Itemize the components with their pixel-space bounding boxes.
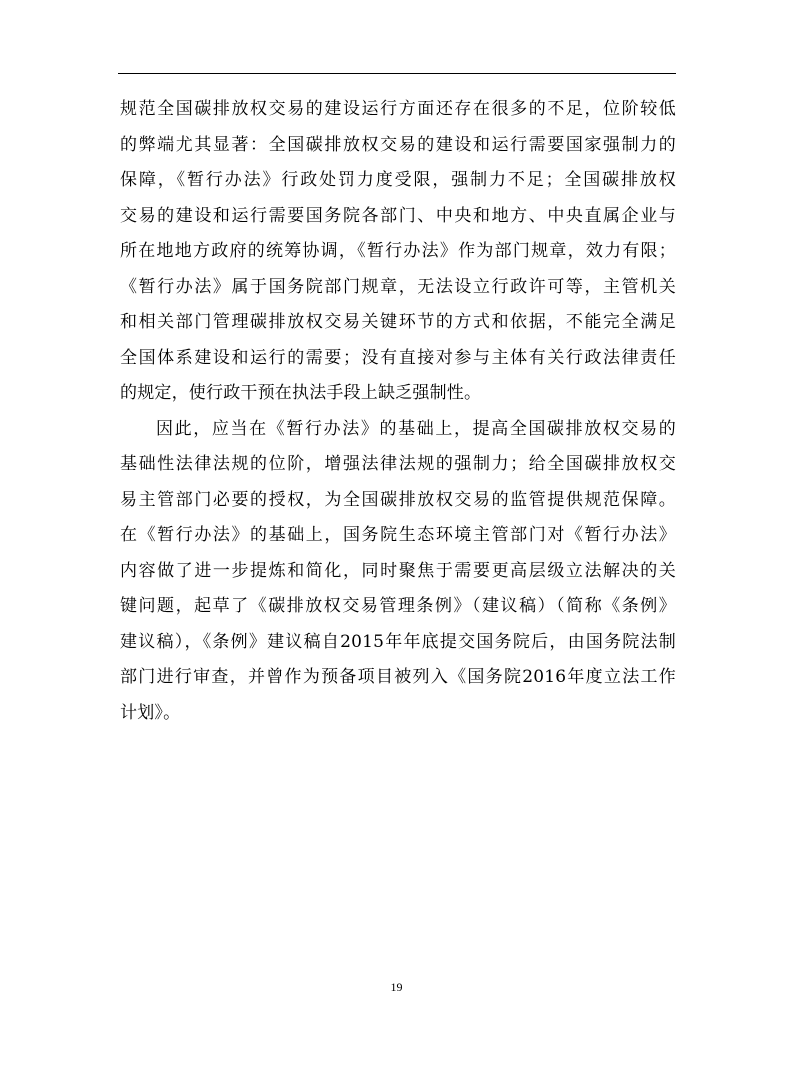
text-line: 在《暂行办法》的基础上，国务院生态环境主管部门对《暂行办法》 — [120, 525, 676, 545]
text-line: 建议稿），《条例》建议稿自2015年年底提交国务院后，由国务院法制 — [120, 631, 676, 652]
text-line: 的规定，使行政干预在执法手段上缺乏强制性。 — [120, 383, 482, 403]
text-line: 计划》。 — [120, 702, 181, 723]
text-line: 的弊端尤其显著：全国碳排放权交易的建设和运行需要国家强制力的 — [120, 134, 676, 155]
text-line: 部门进行审查，并曾作为预备项目被列入《国务院2016年度立法工作 — [120, 667, 676, 687]
text-line: 和相关部门管理碳排放权交易关键环节的方式和依据，不能完全满足 — [120, 312, 676, 332]
text-line: 交易的建设和运行需要国务院各部门、中央和地方、中央直属企业与 — [120, 205, 676, 226]
text-line: 《暂行办法》属于国务院部门规章，无法设立行政许可等，主管机关 — [120, 276, 676, 297]
header-rule — [118, 73, 676, 74]
text-line: 因此，应当在《暂行办法》的基础上，提高全国碳排放权交易的 — [156, 418, 676, 439]
text-line: 内容做了进一步提炼和简化，同时聚焦于需要更高层级立法解决的关 — [120, 560, 676, 581]
paragraph-1 — [120, 92, 676, 412]
text-line: 所在地地方政府的统筹协调，《暂行办法》作为部门规章，效力有限； — [120, 241, 676, 261]
document-body — [120, 92, 676, 731]
text-line: 保障，《暂行办法》行政处罚力度受限，强制力不足；全国碳排放权 — [120, 170, 676, 190]
page-number: 19 — [390, 980, 403, 994]
paragraph-2 — [120, 412, 676, 732]
text-line: 易主管部门必要的授权，为全国碳排放权交易的监管提供规范保障。 — [120, 489, 676, 510]
text-line: 基础性法律法规的位阶，增强法律法规的强制力；给全国碳排放权交 — [120, 454, 676, 474]
text-line: 规范全国碳排放权交易的建设运行方面还存在很多的不足，位阶较低 — [120, 99, 676, 119]
text-line: 键问题，起草了《碳排放权交易管理条例》（建议稿）（简称《条例》 — [120, 596, 676, 616]
text-line: 全国体系建设和运行的需要；没有直接对参与主体有关行政法律责任 — [120, 347, 676, 368]
